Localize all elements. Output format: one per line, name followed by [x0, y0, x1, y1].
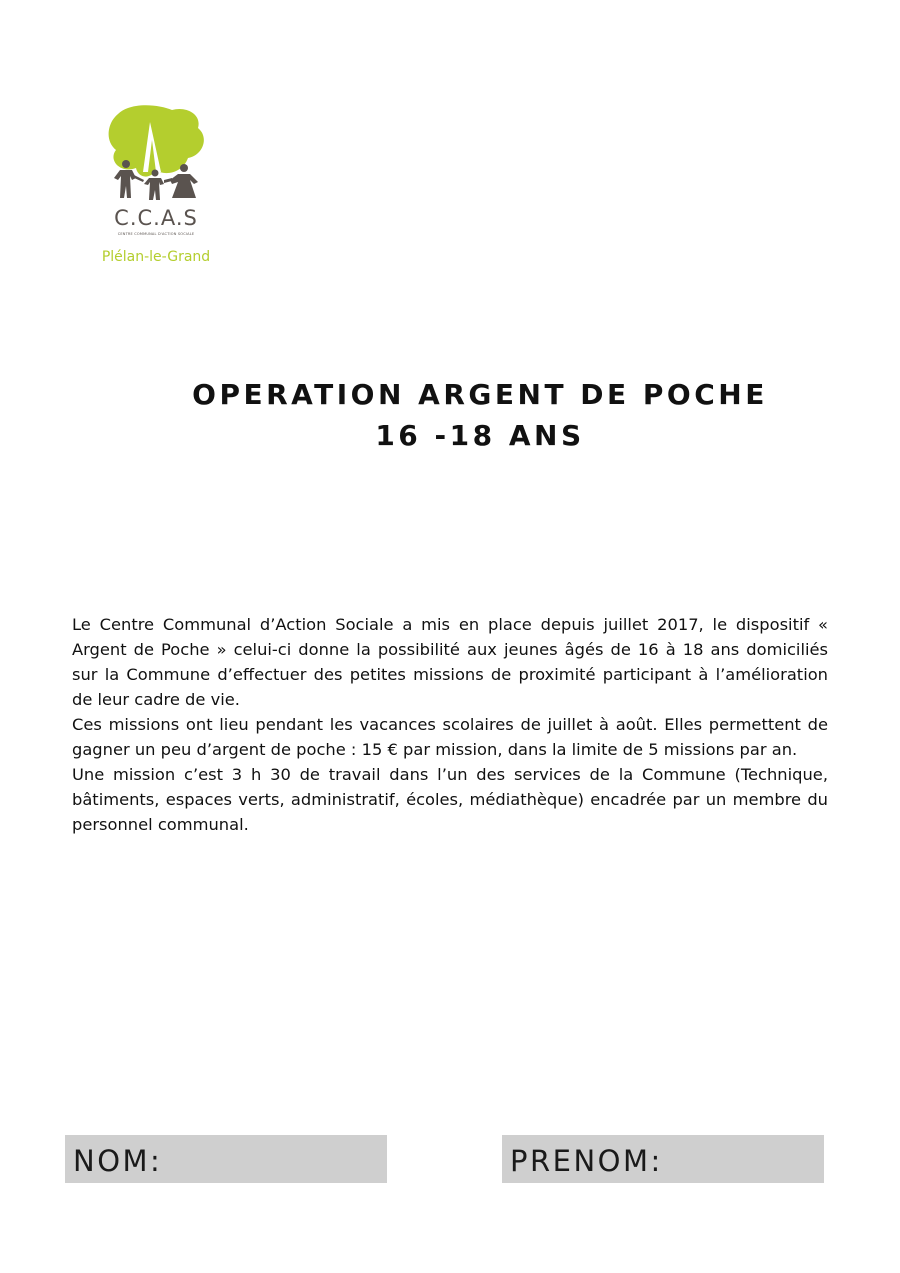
body-text — [72, 612, 828, 837]
title-line-2: 16 -18 ANS — [375, 419, 585, 452]
nom-field[interactable] — [65, 1135, 387, 1183]
prenom-label: PRENOM: — [510, 1144, 663, 1178]
logo-acronym: C.C.A.S — [114, 206, 198, 230]
paragraph-2: Ces missions ont lieu pendant les vacances scolaires de juillet à août. Elles permettent de gagner un peu d’argent de poche : 15 € par mission, dans la limite de 5 missions par an. — [72, 715, 828, 759]
page-title — [0, 374, 900, 456]
nom-label: NOM: — [73, 1144, 163, 1178]
ccas-logo-graphic — [98, 100, 218, 210]
ccas-logo — [98, 100, 218, 275]
title-line-1: OPERATION ARGENT DE POCHE — [192, 378, 768, 411]
paragraph-3: Une mission c’est 3 h 30 de travail dans l’un des services de la Commune (Technique, bâtiments, espaces verts, administratif, écoles, médiathèque) encadrée par un membre du personnel communal. — [72, 765, 828, 834]
paragraph-1: Le Centre Communal d’Action Sociale a mis en place depuis juillet 2017, le dispositif « Argent de Poche » celui-ci donne la possibilité aux jeunes âgés de 16 à 18 ans domiciliés sur la Commune d’effectuer des petites missions de proximité participant à l’amélioration de leur cadre de vie. — [72, 615, 828, 709]
prenom-field[interactable] — [502, 1135, 824, 1183]
logo-town: Plélan-le-Grand — [101, 249, 211, 265]
logo-subtitle: CENTRE COMMUNAL D'ACTION SOCIALE — [117, 232, 195, 236]
